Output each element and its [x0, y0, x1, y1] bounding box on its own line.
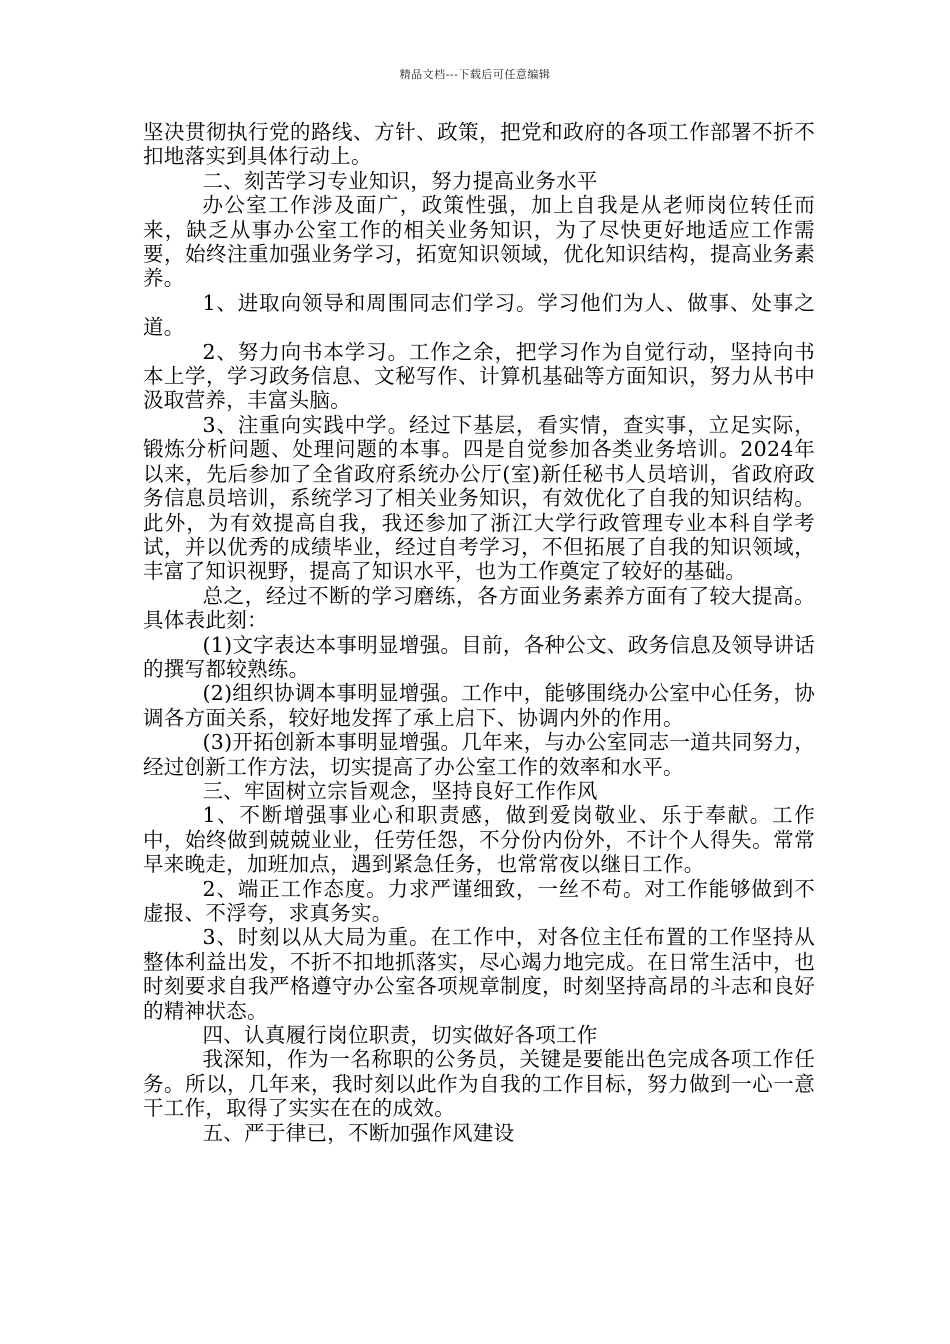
- body-paragraph: 总之，经过不断的学习磨练，各方面业务素养方面有了较大提高。具体表此刻：: [143, 583, 815, 633]
- section-heading: 五、严于律已，不断加强作风建设: [202, 1120, 515, 1145]
- list-item: 1、不断增强事业心和职责感，做到爱岗敬业、乐于奉献。工作中，始终做到兢兢业业，任劳任怨，不分份内份外，不计个人得失。常常早来晚走，加班加点，遇到紧急任务，也常常夜以继日工作。: [143, 803, 815, 877]
- section-heading: 三、牢固树立宗旨观念，坚持良好工作作风: [202, 778, 598, 803]
- page-header-note: 精品文档---下载后可任意编辑: [399, 68, 551, 81]
- document-body: [143, 120, 815, 1145]
- list-item: 2、努力向书本学习。工作之余，把学习作为自觉行动，坚持向书本上学，学习政务信息、文秘写作、计算机基础等方面知识，努力从书中汲取营养，丰富头脑。: [143, 339, 815, 413]
- list-item: (1)文字表达本事明显增强。目前，各种公文、政务信息及领导讲话的撰写都较熟练。: [143, 632, 815, 681]
- list-item: 3、时刻以从大局为重。在工作中，对各位主任布置的工作坚持从整体利益出发，不折不扣地抓落实，尽心竭力地完成。在日常生活中，也时刻要求自我严格遵守办公室各项规章制度，时刻坚持高昂的斗志和良好的精神状态。: [143, 925, 815, 1023]
- list-item: (2)组织协调本事明显增强。工作中，能够围绕办公室中心任务，协调各方面关系，较好地发挥了承上启下、协调内外的作用。: [143, 681, 815, 730]
- section-heading: 四、认真履行岗位职责，切实做好各项工作: [202, 1023, 598, 1048]
- list-item: 2、端正工作态度。力求严谨细致，一丝不苟。对工作能够做到不虚报、不浮夸，求真务实。: [143, 876, 815, 925]
- list-item: 3、注重向实践中学。经过下基层，看实情，查实事，立足实际，锻炼分析问题、处理问题的本事。四是自觉参加各类业务培训。2024年以来，先后参加了全省政府系统办公厅(室)新任秘书人员培训，省政府政务信息员培训，系统学习了相关业务知识，有效优化了自我的知识结构。此外，为有效提高自我，我还参加了浙江大学行政管理专业本科自学考试，并以优秀的成绩毕业，经过自考学习，不但拓展了自我的知识领域，丰富了知识视野，提高了知识水平，也为工作奠定了较好的基础。: [143, 412, 815, 584]
- body-paragraph: 我深知，作为一名称职的公务员，关键是要能出色完成各项工作任务。所以，几年来，我时刻以此作为自我的工作目标，努力做到一心一意干工作，取得了实实在在的成效。: [143, 1047, 815, 1121]
- list-item: 1、进取向领导和周围同志们学习。学习他们为人、做事、处事之道。: [143, 290, 815, 340]
- list-item: (3)开拓创新本事明显增强。几年来，与办公室同志一道共同努力，经过创新工作方法，切实提高了办公室工作的效率和水平。: [143, 730, 815, 779]
- body-paragraph: 坚决贯彻执行党的路线、方针、政策，把党和政府的各项工作部署不折不扣地落实到具体行动上。: [143, 120, 815, 169]
- body-paragraph: 办公室工作涉及面广，政策性强，加上自我是从老师岗位转任而来，缺乏从事办公室工作的相关业务知识，为了尽快更好地适应工作需要，始终注重加强业务学习，拓宽知识领域，优化知识结构，提高业务素养。: [143, 193, 815, 291]
- section-heading: 二、刻苦学习专业知识，努力提高业务水平: [202, 168, 598, 193]
